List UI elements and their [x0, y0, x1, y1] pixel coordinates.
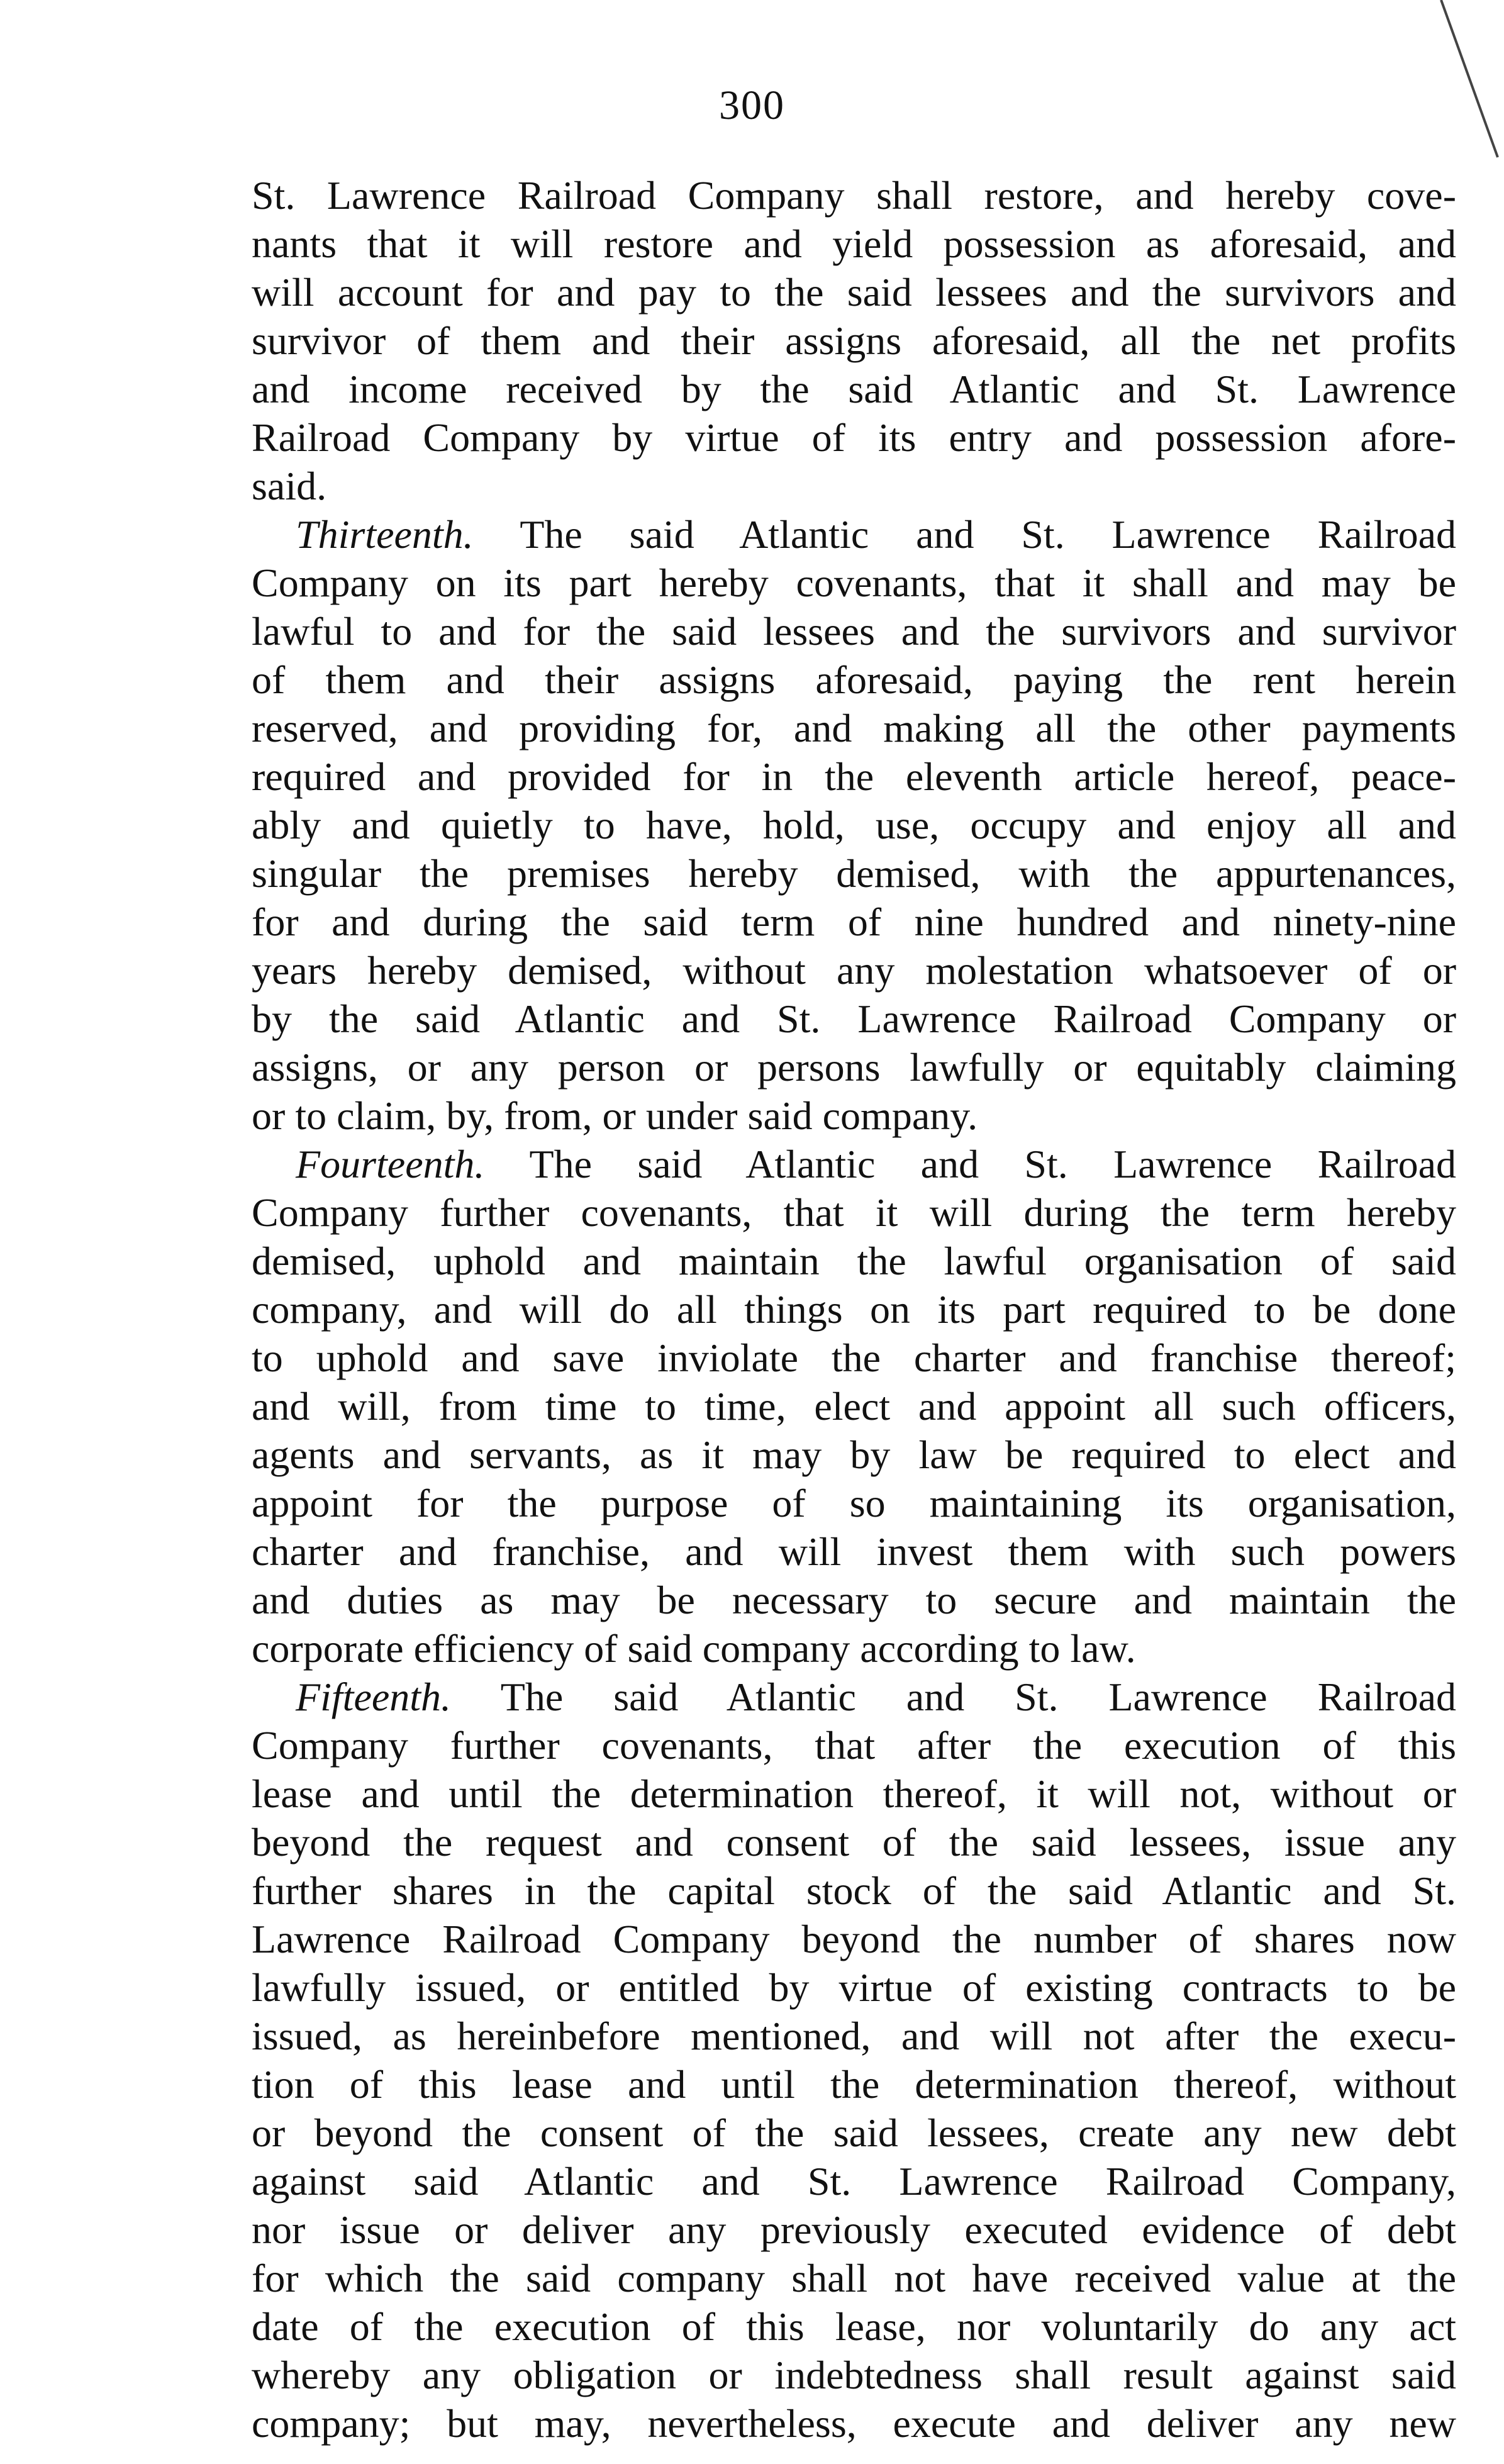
line-text: said.: [252, 464, 327, 508]
line-text: Railroad Company by virtue of its entry and possession afore-: [252, 415, 1456, 460]
line-text: further shares in the capital stock of the said Atlantic and St.: [252, 1868, 1456, 1913]
text-line: [252, 413, 1456, 462]
text-line: [252, 316, 1456, 365]
text-line: [252, 607, 1456, 655]
text-line: [252, 1576, 1456, 1624]
text-line: [252, 2012, 1456, 2060]
text-line: [252, 752, 1456, 801]
text-line: [252, 1721, 1456, 1770]
line-text: singular the premises hereby demised, with the appurtenances,: [252, 851, 1456, 896]
line-text: Company further covenants, that after the execution of this: [252, 1723, 1456, 1768]
line-text: St. Lawrence Railroad Company shall restore, and hereby cove-: [252, 173, 1456, 218]
text-line: [252, 1237, 1456, 1285]
text-line: [252, 268, 1456, 316]
line-text: survivor of them and their assigns aforesaid, all the net profits: [252, 318, 1456, 363]
text-line: [252, 1818, 1456, 1866]
text-line: [252, 1527, 1456, 1576]
text-line: [252, 1091, 1456, 1140]
text-line: [252, 2205, 1456, 2254]
line-text: corporate efficiency of said company according to law.: [252, 1626, 1136, 1671]
line-text: lawful to and for the said lessees and the survivors and survivor: [252, 609, 1456, 654]
text-line: [252, 1382, 1456, 1430]
text-line: [252, 1334, 1456, 1382]
line-text: Company further covenants, that it will during the term hereby: [252, 1190, 1456, 1235]
line-text: demised, uphold and maintain the lawful organisation of said: [252, 1239, 1456, 1283]
line-text: lawfully issued, or entitled by virtue of existing contracts to be: [252, 1965, 1456, 2010]
text-line: [252, 1866, 1456, 1915]
line-text: lease and until the determination thereof, it will not, without or: [252, 1771, 1456, 1816]
text-line: [252, 171, 1456, 220]
line-text: for which the said company shall not have received value at the: [252, 2256, 1456, 2300]
line-text: for and during the said term of nine hundred and ninety-nine: [252, 900, 1456, 944]
text-line: [252, 365, 1456, 413]
line-text: reserved, and providing for, and making all the other payments: [252, 706, 1456, 750]
line-text: The said Atlantic and St. Lawrence Railroad: [451, 1675, 1456, 1719]
article-heading: Fourteenth.: [296, 1142, 485, 1186]
line-text: of them and their assigns aforesaid, paying the rent herein: [252, 657, 1456, 702]
text-line: [252, 849, 1456, 898]
page-number: 300: [719, 82, 785, 128]
text-line: [252, 1188, 1456, 1237]
text-line: [252, 559, 1456, 607]
line-text: and income received by the said Atlantic and St. Lawrence: [252, 367, 1456, 411]
text-line: [252, 2302, 1456, 2351]
text-line: [252, 2399, 1456, 2448]
line-text: Lawrence Railroad Company beyond the number of shares now: [252, 1917, 1456, 1961]
text-line: [252, 2351, 1456, 2399]
line-text: whereby any obligation or indebtedness shall result against said: [252, 2353, 1456, 2397]
line-text: agents and servants, as it may by law be required to elect and: [252, 1432, 1456, 1477]
line-text: Company on its part hereby covenants, that it shall and may be: [252, 560, 1456, 605]
line-text: date of the execution of this lease, nor voluntarily do any act: [252, 2304, 1456, 2349]
text-line: [252, 1770, 1456, 1818]
line-text: will account for and pay to the said lessees and the survivors and: [252, 270, 1456, 315]
line-text: charter and franchise, and will invest them with such powers: [252, 1529, 1456, 1574]
line-text: beyond the request and consent of the said lessees, issue any: [252, 1820, 1456, 1865]
text-line: [252, 1624, 1456, 1673]
line-text: required and provided for in the eleventh article hereof, peace-: [252, 754, 1456, 799]
line-text: assigns, or any person or persons lawfully or equitably claiming: [252, 1045, 1456, 1090]
text-line: [252, 995, 1456, 1043]
line-text: or beyond the consent of the said lessees, create any new debt: [252, 2110, 1456, 2155]
text-line: [252, 946, 1456, 995]
article-heading: Thirteenth.: [296, 512, 474, 557]
article-heading: Fifteenth.: [296, 1675, 452, 1719]
line-text: company, and will do all things on its part required to be done: [252, 1287, 1456, 1332]
text-line: [252, 1140, 1456, 1188]
line-text: The said Atlantic and St. Lawrence Railroad: [484, 1142, 1456, 1186]
line-text: to uphold and save inviolate the charter and franchise thereof;: [252, 1335, 1456, 1380]
text-line: [252, 2157, 1456, 2205]
text-line: [252, 220, 1456, 268]
text-line: [252, 1043, 1456, 1091]
text-line: [252, 2060, 1456, 2109]
line-text: appoint for the purpose of so maintaining its organisation,: [252, 1481, 1456, 1525]
line-text: nor issue or deliver any previously executed evidence of debt: [252, 2207, 1456, 2252]
line-text: tion of this lease and until the determination thereof, without: [252, 2062, 1456, 2107]
line-text: and will, from time to time, elect and appoint all such officers,: [252, 1384, 1456, 1429]
text-line: [252, 462, 1456, 510]
text-line: [252, 1963, 1456, 2012]
text-line: [252, 1673, 1456, 1721]
line-text: or to claim, by, from, or under said company.: [252, 1093, 978, 1138]
text-line: [252, 704, 1456, 752]
text-line: [252, 1285, 1456, 1334]
text-line: [252, 801, 1456, 849]
text-line: [252, 2254, 1456, 2302]
line-text: ably and quietly to have, hold, use, occupy and enjoy all and: [252, 803, 1456, 847]
line-text: nants that it will restore and yield possession as aforesaid, and: [252, 221, 1456, 266]
text-line: [252, 2109, 1456, 2157]
text-line: [252, 1915, 1456, 1963]
line-text: by the said Atlantic and St. Lawrence Railroad Company or: [252, 996, 1456, 1041]
text-line: [252, 1479, 1456, 1527]
line-text: years hereby demised, without any molestation whatsoever of or: [252, 948, 1456, 993]
body-text: [252, 171, 1456, 2448]
line-text: issued, as hereinbefore mentioned, and will not after the execu-: [252, 2014, 1456, 2058]
line-text: company; but may, nevertheless, execute and deliver any new: [252, 2401, 1456, 2446]
text-line: [252, 1430, 1456, 1479]
text-line: [252, 510, 1456, 559]
line-text: and duties as may be necessary to secure and maintain the: [252, 1578, 1456, 1622]
text-line: [252, 898, 1456, 946]
line-text: against said Atlantic and St. Lawrence Railroad Company,: [252, 2159, 1456, 2204]
text-line: [252, 655, 1456, 704]
line-text: The said Atlantic and St. Lawrence Railroad: [473, 512, 1456, 557]
